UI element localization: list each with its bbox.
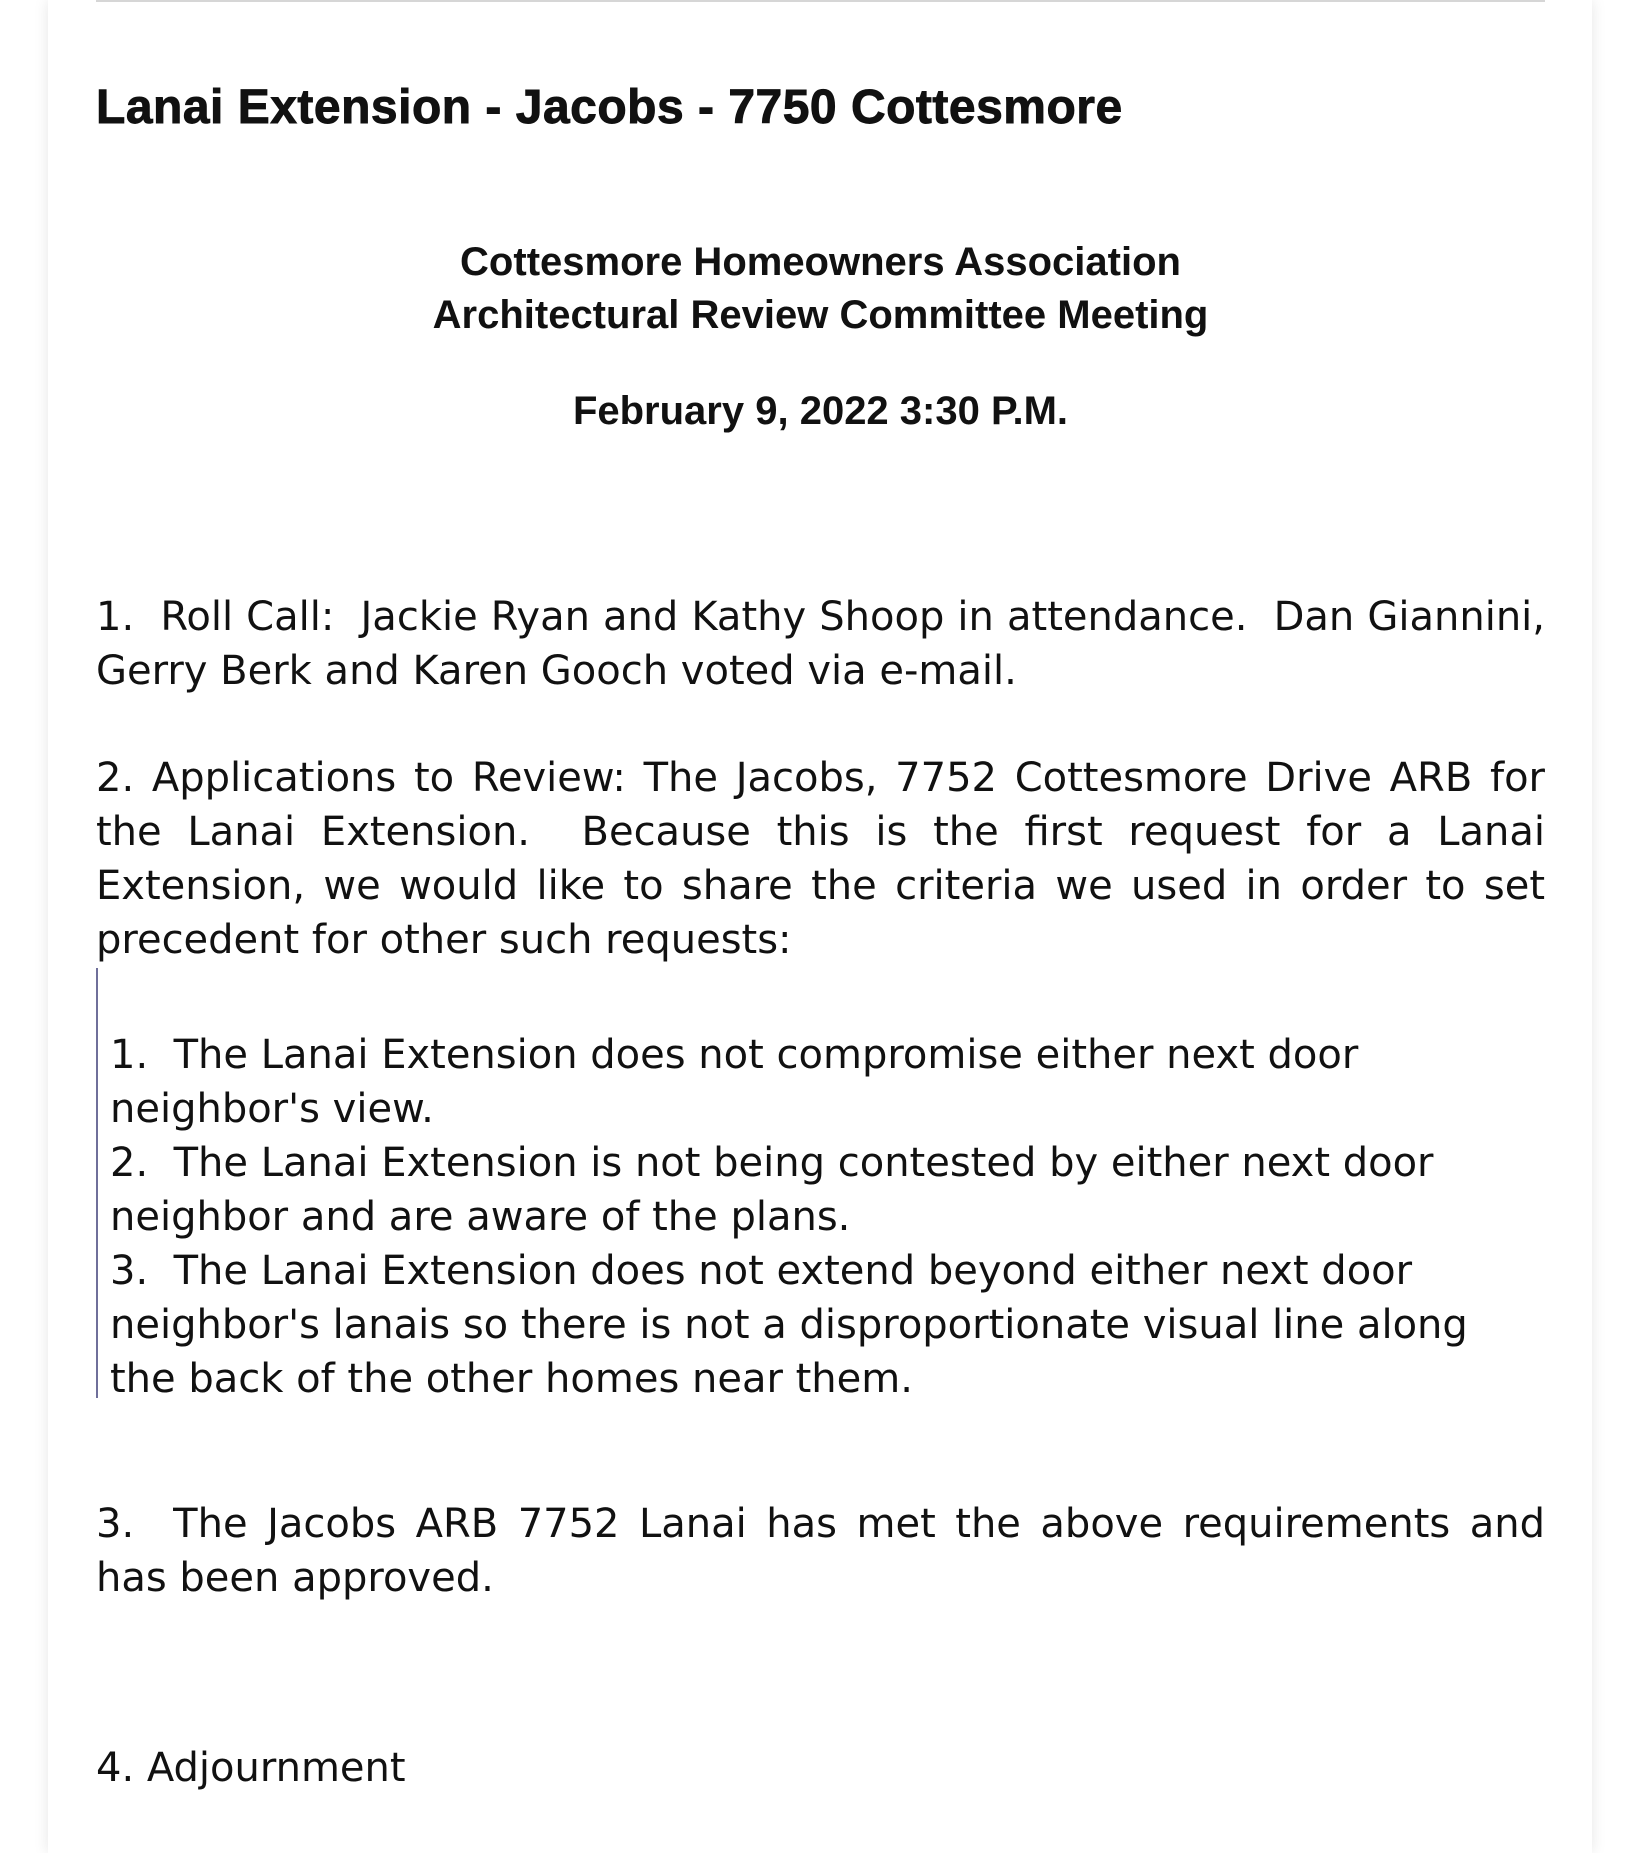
criteria-item: 2. The Lanai Extension is not being contested by either next door neighbor and are aware of the plans. [110, 1140, 1434, 1240]
approval-paragraph: 3. The Jacobs ARB 7752 Lanai has met the above requirements and has been approved. [96, 1501, 1545, 1601]
applications-paragraph: 2. Applications to Review: The Jacobs, 7752 Cottesmore Drive ARB for the Lanai Extension. Because this is the first request for a Lanai Extension, we would like to share the criteria we used in order to set precedent for other such requests: [96, 755, 1545, 963]
adjournment-paragraph: 4. Adjournment [96, 1745, 406, 1791]
criteria-blockquote [96, 968, 1545, 1402]
meeting-date: February 9, 2022 3:30 P.M. [572, 389, 1069, 433]
criteria-item: 3. The Lanai Extension does not extend beyond either next door neighbor's lanais so there is not a disproportionate visual line along the back of the other homes near them. [110, 1248, 1468, 1402]
document-page [48, 0, 1592, 1853]
committee-name: Architectural Review Committee Meeting [432, 293, 1209, 337]
roll-call-paragraph: 1. Roll Call: Jackie Ryan and Kathy Shoop in attendance. Dan Giannini, Gerry Berk and Karen Gooch voted via e-mail. [96, 594, 1545, 694]
document-title: Lanai Extension - Jacobs - 7750 Cottesmore [96, 81, 1123, 134]
organization-name: Cottesmore Homeowners Association [460, 240, 1181, 284]
criteria-item: 1. The Lanai Extension does not compromise either next door neighbor's view. [110, 1032, 1359, 1132]
top-divider [96, 0, 1545, 2]
